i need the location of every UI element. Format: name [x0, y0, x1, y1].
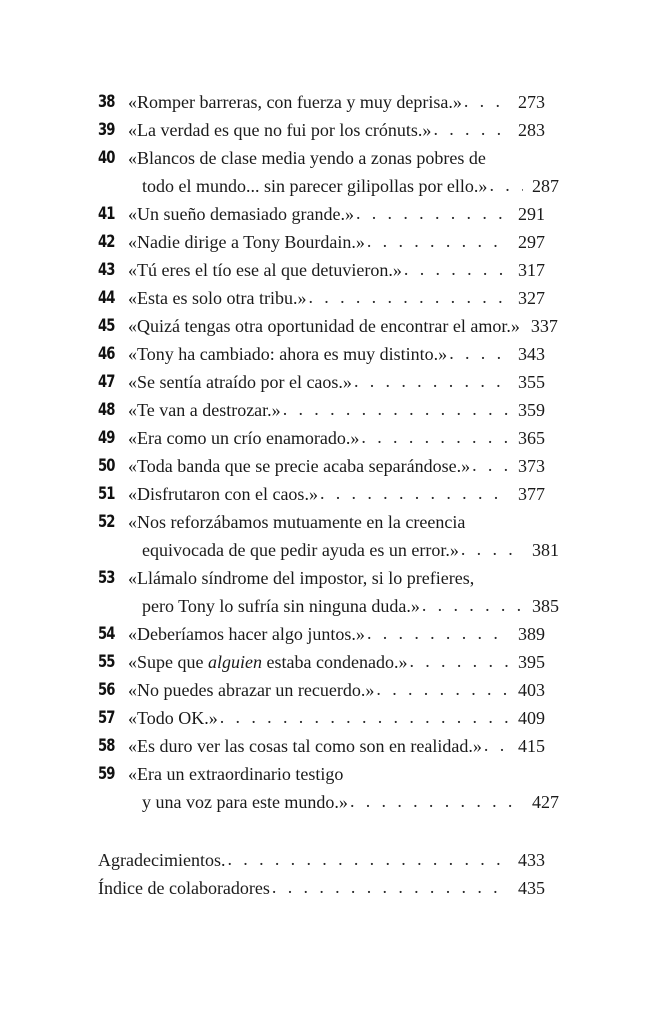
entry-body — [128, 396, 545, 424]
toc-entry[interactable] — [98, 452, 545, 480]
entry-body — [128, 760, 559, 816]
page-number: 283 — [518, 120, 545, 140]
toc-chapter-list — [98, 88, 559, 816]
leader-dots — [227, 845, 509, 873]
entry-title: «Deberíamos hacer algo juntos.» — [128, 624, 365, 644]
entry-title: «Es duro ver las cosas tal como son en realidad.» — [128, 736, 482, 756]
entry-title: «Disfrutaron con el caos.» — [128, 484, 318, 504]
page-number: 287 — [532, 176, 559, 196]
entry-line — [128, 732, 545, 760]
chapter-number: 52 — [98, 512, 115, 531]
toc-entry[interactable] — [98, 480, 545, 508]
page-number: 337 — [530, 316, 558, 336]
toc-entry[interactable] — [98, 200, 545, 228]
leader-dots — [272, 873, 509, 901]
entry-body — [128, 452, 545, 480]
entry-body — [128, 424, 545, 452]
leader-dots — [422, 591, 523, 619]
chapter-number: 51 — [98, 484, 115, 503]
entry-title: «Era un extraordinario testigo — [128, 764, 344, 784]
page-number: 273 — [518, 92, 545, 112]
leader-dots — [350, 787, 523, 815]
toc-entry[interactable] — [98, 760, 559, 816]
entry-line — [128, 284, 545, 312]
toc-entry[interactable] — [98, 508, 559, 564]
entry-line — [128, 760, 545, 788]
page-number: 385 — [532, 596, 559, 616]
leader-dots — [484, 731, 509, 759]
entry-line — [128, 480, 545, 508]
chapter-number: 39 — [98, 120, 115, 139]
entry-line — [128, 144, 545, 172]
entry-body — [128, 200, 545, 228]
entry-line — [98, 874, 545, 902]
entry-title: «Era como un crío enamorado.» — [128, 428, 360, 448]
entry-line — [128, 704, 545, 732]
leader-dots — [489, 171, 523, 199]
entry-line — [128, 508, 545, 536]
entry-title: «Llámalo síndrome del impostor, si lo prefieres, — [128, 568, 475, 588]
entry-line — [128, 88, 545, 116]
toc-entry[interactable] — [98, 424, 545, 452]
entry-title: Agradecimientos. — [98, 850, 226, 870]
entry-body — [128, 620, 545, 648]
leader-dots — [220, 703, 509, 731]
entry-title: «Supe que alguien estaba condenado.» — [128, 652, 408, 672]
toc-entry[interactable] — [98, 228, 545, 256]
page-number: 415 — [518, 736, 545, 756]
toc-entry[interactable] — [98, 88, 545, 116]
leader-dots — [283, 395, 509, 423]
entry-body — [128, 228, 545, 256]
entry-body — [98, 846, 545, 874]
page-number: 317 — [518, 260, 545, 280]
page-number: 365 — [518, 428, 545, 448]
toc-entry[interactable] — [98, 874, 545, 902]
toc-entry[interactable] — [98, 284, 545, 312]
entry-line — [128, 676, 545, 704]
entry-body — [128, 508, 559, 564]
entry-title: «Toda banda que se precie acaba separándose.» — [128, 456, 471, 476]
chapter-number: 44 — [98, 288, 115, 307]
chapter-number: 41 — [98, 204, 115, 223]
entry-line — [128, 368, 545, 396]
chapter-number: 47 — [98, 372, 115, 391]
entry-body — [128, 564, 559, 620]
entry-title: «La verdad es que no fui por los crónuts.» — [128, 120, 432, 140]
toc-entry[interactable] — [98, 312, 558, 340]
leader-dots — [376, 675, 509, 703]
page-number: 359 — [518, 400, 545, 420]
leader-dots — [367, 619, 509, 647]
entry-body — [128, 368, 545, 396]
entry-line — [128, 228, 545, 256]
entry-title: «Todo OK.» — [128, 708, 218, 728]
chapter-number: 56 — [98, 680, 115, 699]
toc-entry[interactable] — [98, 368, 545, 396]
toc-entry[interactable] — [98, 256, 545, 284]
toc-entry[interactable] — [98, 676, 545, 704]
chapter-number: 48 — [98, 400, 115, 419]
leader-dots — [464, 87, 509, 115]
entry-line — [128, 424, 545, 452]
entry-title: y una voz para este mundo.» — [142, 792, 348, 812]
leader-dots — [461, 535, 523, 563]
entry-title: Índice de colaboradores — [98, 878, 270, 898]
page-number: 427 — [532, 792, 559, 812]
entry-body — [128, 144, 559, 200]
chapter-number: 59 — [98, 764, 115, 783]
page-number: 355 — [518, 372, 545, 392]
entry-body — [128, 312, 558, 340]
chapter-number: 43 — [98, 260, 115, 279]
page-number: 409 — [518, 708, 545, 728]
page-number: 381 — [532, 540, 559, 560]
entry-title: «Romper barreras, con fuerza y muy deprisa.» — [128, 92, 462, 112]
toc-entry[interactable] — [98, 648, 545, 676]
toc-entry[interactable] — [98, 846, 545, 874]
leader-dots — [404, 255, 509, 283]
entry-body — [128, 704, 545, 732]
chapter-number: 46 — [98, 344, 115, 363]
page-number: 377 — [518, 484, 545, 504]
toc-entry[interactable] — [98, 732, 545, 760]
entry-line — [128, 340, 545, 368]
leader-dots — [409, 647, 509, 675]
page-number: 373 — [518, 456, 545, 476]
entry-title: «Nadie dirige a Tony Bourdain.» — [128, 232, 365, 252]
leader-dots — [361, 423, 509, 451]
entry-line-continuation — [128, 172, 559, 200]
entry-title: «Nos reforzábamos mutuamente en la creencia — [128, 512, 466, 532]
entry-body — [128, 256, 545, 284]
page-number: 297 — [518, 232, 545, 252]
page-number: 291 — [518, 204, 545, 224]
entry-line — [128, 256, 545, 284]
entry-line-continuation — [128, 788, 559, 816]
entry-title: «Un sueño demasiado grande.» — [128, 204, 354, 224]
leader-dots — [354, 367, 509, 395]
entry-body — [128, 732, 545, 760]
entry-line-continuation — [128, 536, 559, 564]
toc-backmatter-list — [98, 846, 545, 902]
entry-title: «Te van a destrozar.» — [128, 400, 281, 420]
entry-body — [128, 340, 545, 368]
page-number: 395 — [518, 652, 545, 672]
entry-title: «Esta es solo otra tribu.» — [128, 288, 307, 308]
toc-entry[interactable] — [98, 704, 545, 732]
entry-line — [128, 648, 545, 676]
entry-title: equivocada de que pedir ayuda es un error.» — [142, 540, 459, 560]
entry-title: «Tú eres el tío ese al que detuvieron.» — [128, 260, 402, 280]
chapter-number: 49 — [98, 428, 115, 447]
entry-title: «Tony ha cambiado: ahora es muy distinto.» — [128, 344, 448, 364]
chapter-number: 45 — [98, 316, 115, 335]
entry-line — [98, 846, 545, 874]
leader-dots — [449, 339, 509, 367]
entry-body — [128, 88, 545, 116]
entry-line — [128, 564, 545, 592]
entry-title: «Quizá tengas otra oportunidad de encontrar el amor.» — [128, 316, 520, 336]
chapter-number: 55 — [98, 652, 115, 671]
chapter-number: 50 — [98, 456, 115, 475]
leader-dots — [472, 451, 509, 479]
toc-entry[interactable] — [98, 396, 545, 424]
entry-body — [128, 116, 545, 144]
leader-dots — [356, 199, 509, 227]
toc-entry[interactable] — [98, 620, 545, 648]
page-number: 343 — [518, 344, 545, 364]
entry-line — [128, 116, 545, 144]
chapter-number: 38 — [98, 92, 115, 111]
toc-entry[interactable] — [98, 564, 559, 620]
entry-body — [98, 874, 545, 902]
entry-body — [128, 480, 545, 508]
chapter-number: 58 — [98, 736, 115, 755]
chapter-number: 57 — [98, 708, 115, 727]
entry-line-continuation — [128, 592, 559, 620]
toc-entry[interactable] — [98, 116, 545, 144]
entry-line — [128, 452, 545, 480]
chapter-number: 53 — [98, 568, 115, 587]
leader-dots — [367, 227, 509, 255]
toc-entry[interactable] — [98, 144, 559, 200]
entry-title: todo el mundo... sin parecer gilipollas por ello.» — [142, 176, 488, 196]
page-number: 327 — [518, 288, 545, 308]
toc-entry[interactable] — [98, 340, 545, 368]
leader-dots — [308, 283, 509, 311]
entry-title: «Blancos de clase media yendo a zonas pobres de — [128, 148, 486, 168]
entry-line — [128, 200, 545, 228]
entry-line — [128, 312, 558, 340]
entry-title: pero Tony lo sufría sin ninguna duda.» — [142, 596, 420, 616]
entry-body — [128, 648, 545, 676]
leader-dots — [433, 115, 509, 143]
entry-title: «No puedes abrazar un recuerdo.» — [128, 680, 375, 700]
entry-title: «Se sentía atraído por el caos.» — [128, 372, 352, 392]
page-number: 389 — [518, 624, 545, 644]
entry-line — [128, 396, 545, 424]
page-number: 433 — [518, 850, 545, 870]
leader-dots — [320, 479, 509, 507]
entry-body — [128, 284, 545, 312]
chapter-number: 40 — [98, 148, 115, 167]
page-number: 403 — [518, 680, 545, 700]
chapter-number: 42 — [98, 232, 115, 251]
entry-body — [128, 676, 545, 704]
page-number: 435 — [518, 878, 545, 898]
entry-line — [128, 620, 545, 648]
chapter-number: 54 — [98, 624, 115, 643]
